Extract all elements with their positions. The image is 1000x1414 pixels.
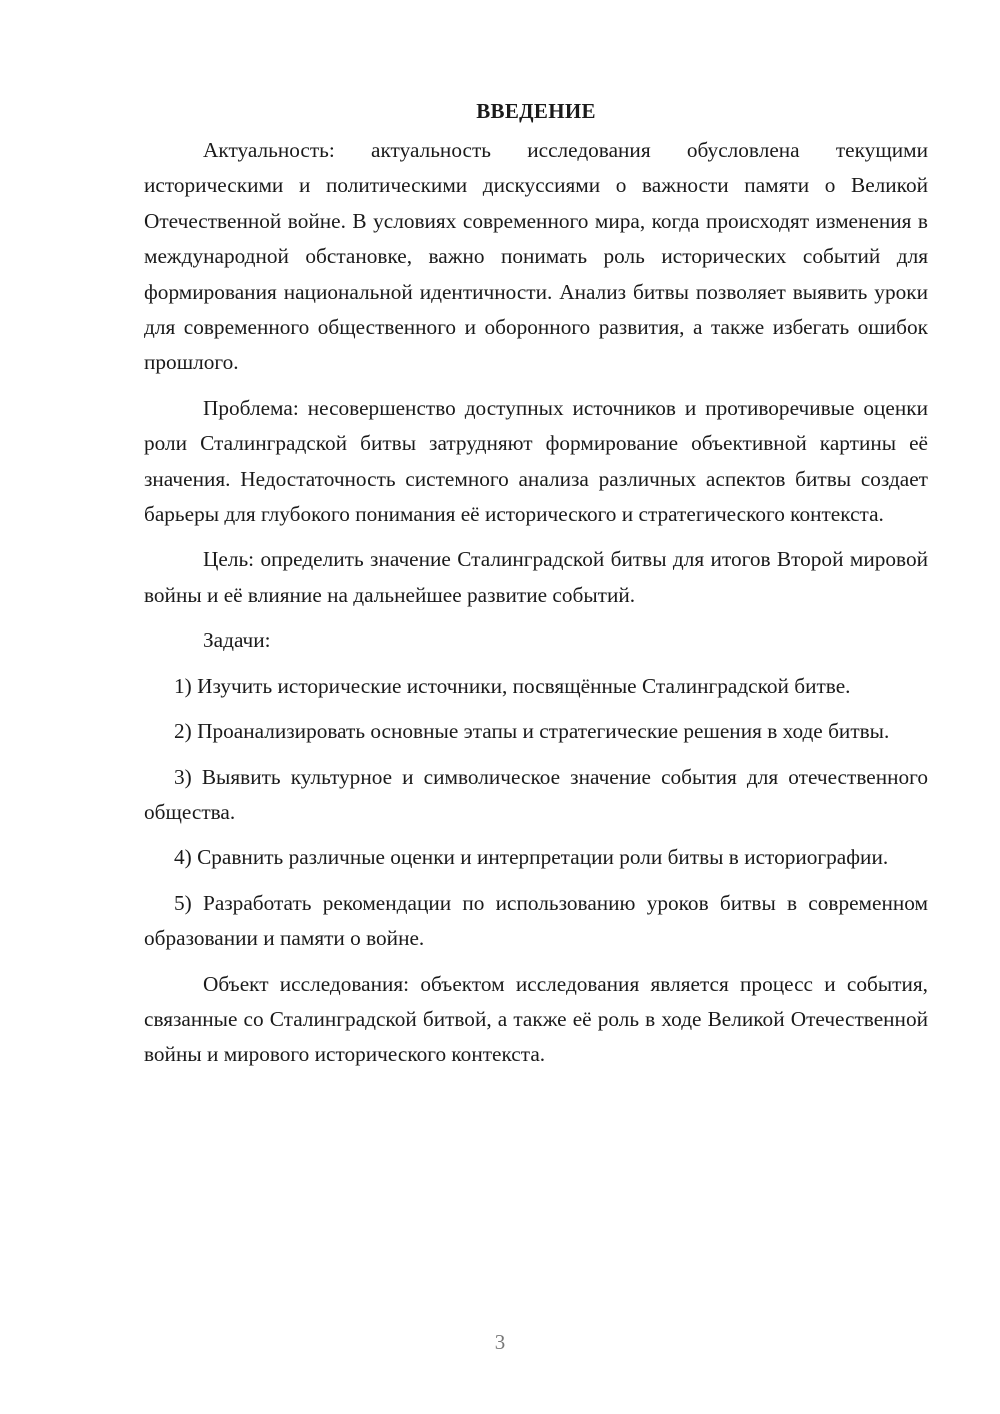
- paragraph-goal: Цель: определить значение Сталинградской битвы для итогов Второй мировой войны и её влияние на дальнейшее развитие событий.: [144, 547, 928, 607]
- paragraph-problem: Проблема: несовершенство доступных источников и противоречивые оценки роли Сталинградской битвы затрудняют формирование объективной картины её значения. Недостаточность системного анализа различных аспектов битвы создает барьеры для глубокого понимания её исторического и стратегического контекста.: [144, 395, 928, 527]
- document-body: [144, 94, 928, 1083]
- task-item-2: 2) Проанализировать основные этапы и стратегические решения в ходе битвы.: [174, 719, 890, 744]
- task-item-3: 3) Выявить культурное и символическое значение события для отечественного общества.: [144, 764, 928, 824]
- task-item-1: 1) Изучить исторические источники, посвящённые Сталинградской битве.: [174, 673, 851, 698]
- task-item-4: 4) Сравнить различные оценки и интерпретации роли битвы в историографии.: [174, 845, 889, 870]
- paragraph-relevance: Актуальность: актуальность исследования обусловлена текущими историческими и политическими дискуссиями о важности памяти о Великой Отечественной войне. В условиях современного мира, когда происходят изменения в международной обстановке, важно понимать роль исторических событий для формирования национальной идентичности. Анализ битвы позволяет выявить уроки для современного общественного и оборонного развития, а также избегать ошибок прошлого.: [144, 138, 928, 375]
- page-number: 3: [494, 1330, 506, 1354]
- task-item-5: 5) Разработать рекомендации по использованию уроков битвы в современном образовании и памяти о войне.: [144, 890, 928, 951]
- tasks-label: Задачи:: [203, 628, 271, 653]
- paragraph-object: Объект исследования: объектом исследования является процесс и события, связанные со Сталинградской битвой, а также её роль в ходе Великой Отечественной войны и мирового исторического контекста.: [144, 971, 928, 1067]
- section-heading: ВВЕДЕНИЕ: [476, 99, 596, 123]
